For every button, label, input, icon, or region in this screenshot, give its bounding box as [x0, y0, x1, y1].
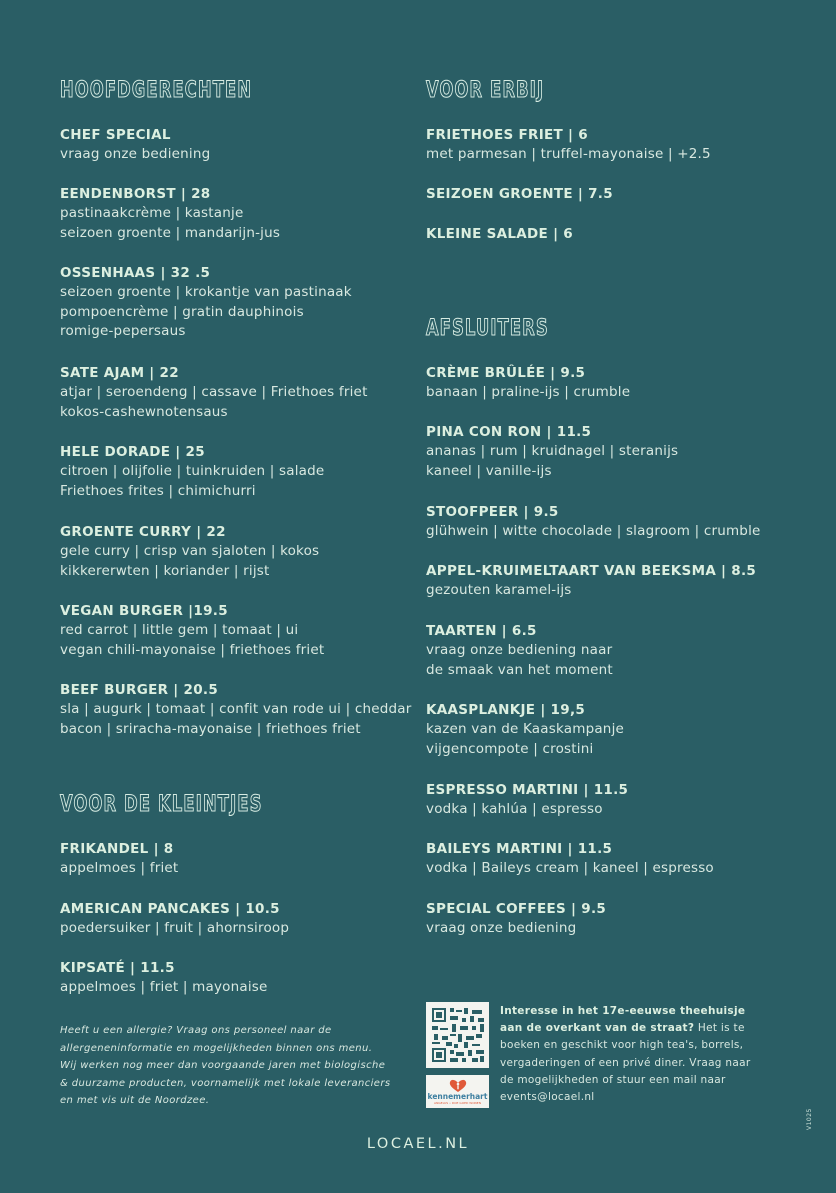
menu-item [426, 561, 756, 601]
section-title-hoofdgerechten: HOOFDGERECHTEN [60, 78, 253, 103]
heart-icon [449, 1079, 467, 1093]
menu-item [60, 363, 368, 422]
item-title: CRÈME BRÛLÉE | 9.5 [426, 365, 586, 381]
item-desc: ananas | rum | kruidnagel | steranijs [426, 443, 679, 459]
item-desc: vraag onze bediening naar [426, 642, 613, 658]
item-title: SPECIAL COFFEES | 9.5 [426, 901, 607, 917]
item-title: KAASPLANKJE | 19,5 [426, 702, 586, 718]
item-title: SATE AJAM | 22 [60, 365, 179, 381]
item-desc: gezouten karamel-ijs [426, 582, 572, 598]
item-desc: vijgencompote | crostini [426, 740, 594, 757]
qr-code-icon[interactable] [426, 1002, 489, 1068]
menu-item [426, 363, 630, 403]
menu-item [426, 839, 714, 879]
menu-item [60, 442, 324, 501]
item-title: BEEF BURGER | 20.5 [60, 682, 219, 698]
menu-item [426, 125, 711, 165]
menu-item [426, 621, 613, 680]
menu-item [60, 263, 352, 342]
item-desc: sla | augurk | tomaat | confit van rode ui | cheddar [60, 701, 412, 717]
item-desc: Friethoes frites | chimichurri [60, 482, 256, 499]
item-desc: vodka | kahlúa | espresso [426, 801, 603, 817]
promo-heading-1: Interesse in het 17e-eeuwse theehuisje [500, 1005, 746, 1017]
item-title: PINA CON RON | 11.5 [426, 424, 592, 440]
menu-item [60, 899, 289, 939]
item-title: BAILEYS MARTINI | 11.5 [426, 841, 613, 857]
menu-item [60, 184, 280, 243]
menu-item [426, 422, 678, 481]
section-title-afsluiters: AFSLUITERS [426, 316, 549, 341]
item-title: FRIKANDEL | 8 [60, 841, 174, 857]
menu-item [60, 958, 268, 998]
promo-text [500, 1003, 790, 1106]
menu-item [426, 502, 761, 542]
kennemerhart-logo [426, 1075, 489, 1108]
item-desc: kaneel | vanille-ijs [426, 462, 552, 479]
item-title: OSSENHAAS | 32 .5 [60, 265, 211, 281]
menu-item [426, 899, 606, 939]
item-desc: appelmoes | friet | mayonaise [60, 979, 268, 995]
menu-item [426, 224, 573, 244]
item-desc: pastinaakcrème | kastanje [60, 205, 244, 221]
section-title-erbij: VOOR ERBIJ [426, 78, 545, 103]
item-title: STOOFPEER | 9.5 [426, 504, 559, 520]
item-desc: red carrot | little gem | tomaat | ui [60, 622, 299, 638]
item-desc: atjar | seroendeng | cassave | Friethoes friet [60, 384, 368, 400]
note-line: & duurzame producten, voornamelijk met lokale leveranciers [60, 1077, 391, 1089]
item-desc: seizoen groente | krokantje van pastinaak [60, 284, 352, 300]
item-desc: vegan chili-mayonaise | friethoes friet [60, 641, 325, 658]
item-title: AMERICAN PANCAKES | 10.5 [60, 901, 280, 917]
menu-item [426, 184, 613, 204]
item-title: KLEINE SALADE | 6 [426, 226, 574, 242]
promo-text-line: Het is te [694, 1022, 745, 1035]
note-line: Wij werken nog meer dan voorgaande jaren met biologische [60, 1060, 386, 1071]
item-title: TAARTEN | 6.5 [426, 623, 537, 639]
item-desc: banaan | praline-ijs | crumble [426, 384, 631, 400]
item-desc: bacon | sriracha-mayonaise | friethoes friet [60, 720, 361, 737]
item-desc: kikkererwten | koriander | rijst [60, 562, 270, 579]
item-title: VEGAN BURGER |19.5 [60, 603, 228, 619]
promo-text-line: boeken en geschikt voor high tea's, borrels, [500, 1039, 744, 1052]
menu-item [60, 125, 210, 165]
note-line: en met vis uit de Noordzee. [60, 1095, 210, 1106]
item-title: GROENTE CURRY | 22 [60, 524, 226, 540]
item-title: KIPSATÉ | 11.5 [60, 960, 175, 976]
menu-item [60, 601, 324, 660]
promo-text-line: vergaderingen of een privé diner. Vraag naar [500, 1056, 751, 1069]
item-title: CHEF SPECIAL [60, 127, 171, 143]
section-title-kleintjes: VOOR DE KLEINTJES [60, 792, 263, 817]
item-desc: seizoen groente | mandarijn-jus [60, 224, 281, 241]
menu-item [60, 522, 319, 581]
item-desc: vraag onze bediening [60, 146, 211, 162]
item-title: ESPRESSO MARTINI | 11.5 [426, 782, 629, 798]
item-title: HELE DORADE | 25 [60, 444, 205, 460]
item-desc: citroen | olijfolie | tuinkruiden | salade [60, 463, 325, 479]
item-desc: kokos-cashewnotensaus [60, 403, 228, 420]
menu-item [60, 680, 412, 739]
item-desc: met parmesan | truffel-mayonaise | +2.5 [426, 146, 711, 162]
item-title: SEIZOEN GROENTE | 7.5 [426, 186, 613, 202]
item-desc: appelmoes | friet [60, 860, 179, 876]
promo-heading-2: aan de overkant van de straat? [500, 1022, 695, 1035]
website-link[interactable]: LOCAEL.NL [366, 1136, 470, 1152]
item-desc: pompoencrème | gratin dauphinois [60, 303, 304, 320]
item-desc: vodka | Baileys cream | kaneel | espresso [426, 860, 714, 876]
note-line: Heeft u een allergie? Vraag ons personeel naar de [60, 1025, 332, 1036]
item-desc: vraag onze bediening [426, 920, 577, 936]
qr-code-graphic [430, 1006, 486, 1064]
note-line: allergeneninformatie en mogelijkheden binnen ons menu. [60, 1042, 373, 1054]
item-desc: poedersuiker | fruit | ahornsiroop [60, 920, 290, 936]
allergy-note [60, 1022, 410, 1110]
item-title: EENDENBORST | 28 [60, 186, 211, 202]
menu-item [426, 700, 624, 759]
item-desc: de smaak van het moment [426, 661, 613, 678]
logo-subtext: ANGELUS • DOE GOED WONEN [434, 1100, 481, 1105]
item-desc: kazen van de Kaaskampanje [426, 721, 625, 737]
version-code: V1025 [806, 1108, 813, 1130]
item-desc: glühwein | witte chocolade | slagroom | crumble [426, 523, 761, 539]
item-title: FRIETHOES FRIET | 6 [426, 127, 588, 143]
logo-text: kennemerhart [427, 1091, 488, 1101]
menu-item [426, 780, 628, 820]
item-desc: romige-pepersaus [60, 323, 186, 339]
menu-item [60, 839, 178, 879]
promo-email-link[interactable]: events@locael.nl [500, 1091, 595, 1104]
promo-text-line: de mogelijkheden of stuur een mail naar [500, 1073, 726, 1086]
item-title: APPEL-KRUIMELTAART VAN BEEKSMA | 8.5 [426, 563, 757, 579]
item-desc: gele curry | crisp van sjaloten | kokos [60, 543, 320, 559]
